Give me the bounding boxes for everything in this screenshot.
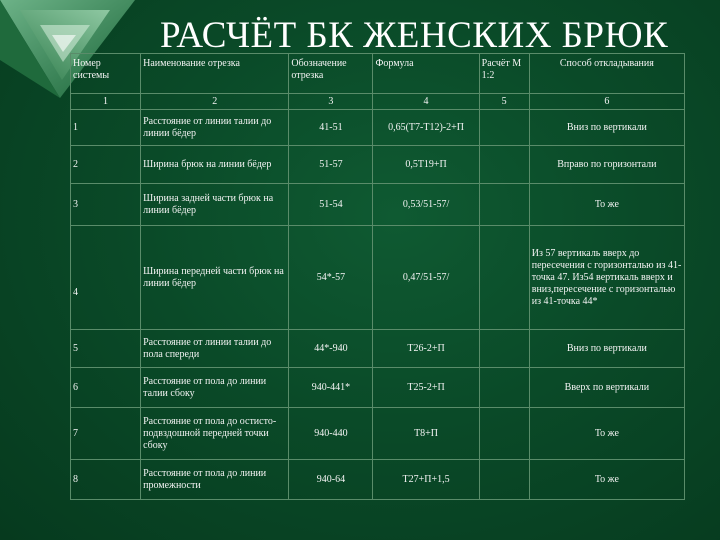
- row-number: 4: [71, 226, 141, 330]
- row-number: 6: [71, 368, 141, 408]
- method: Вниз по вертикали: [529, 330, 684, 368]
- table-header-row: [71, 54, 685, 94]
- formula: Т27+П+1,5: [373, 460, 479, 500]
- row-number: 5: [71, 330, 141, 368]
- table-row: [71, 184, 685, 226]
- row-number: 7: [71, 408, 141, 460]
- method: Вниз по вертикали: [529, 110, 684, 146]
- segment-name: Расстояние от пола до остисто-подвздошной передней точки сбоку: [141, 408, 289, 460]
- header-calculation: Расчёт М 1:2: [479, 54, 529, 94]
- segment-name: Расстояние от пола до линии промежности: [141, 460, 289, 500]
- calculation: [479, 110, 529, 146]
- method: То же: [529, 184, 684, 226]
- calculation: [479, 330, 529, 368]
- header-method: Способ откладывания: [529, 54, 684, 94]
- formula: Т26-2+П: [373, 330, 479, 368]
- table-row: [71, 146, 685, 184]
- segment-designation: 41-51: [289, 110, 373, 146]
- segment-designation: 51-54: [289, 184, 373, 226]
- column-number: 1: [71, 94, 141, 110]
- calculation: [479, 408, 529, 460]
- segment-name: Ширина задней части брюк на линии бёдер: [141, 184, 289, 226]
- column-number: 6: [529, 94, 684, 110]
- row-number: 3: [71, 184, 141, 226]
- method: Вверх по вертикали: [529, 368, 684, 408]
- header-segment-name: Наименование отрезка: [141, 54, 289, 94]
- page-title: РАСЧЁТ БК ЖЕНСКИХ БРЮК: [160, 15, 669, 56]
- formula: Т8+П: [373, 408, 479, 460]
- column-number: 4: [373, 94, 479, 110]
- calculation: [479, 226, 529, 330]
- table-row: [71, 368, 685, 408]
- row-number: 8: [71, 460, 141, 500]
- segment-name: Ширина брюк на линии бёдер: [141, 146, 289, 184]
- row-number: 1: [71, 110, 141, 146]
- column-number-row: [71, 94, 685, 110]
- formula: 0,65(Т7-Т12)-2+П: [373, 110, 479, 146]
- segment-name: Расстояние от пола до линии талии сбоку: [141, 368, 289, 408]
- formula: 0,47/51-57/: [373, 226, 479, 330]
- segment-designation: 54*-57: [289, 226, 373, 330]
- calculation: [479, 460, 529, 500]
- table-row: [71, 110, 685, 146]
- header-formula: Формула: [373, 54, 479, 94]
- method: Вправо по горизонтали: [529, 146, 684, 184]
- table-row: [71, 408, 685, 460]
- table-row: [71, 226, 685, 330]
- calculation: [479, 368, 529, 408]
- segment-name: Расстояние от линии талии до линии бёдер: [141, 110, 289, 146]
- segment-designation: 44*-940: [289, 330, 373, 368]
- segment-designation: 51-57: [289, 146, 373, 184]
- segment-name: Расстояние от линии талии до пола спереди: [141, 330, 289, 368]
- column-number: 2: [141, 94, 289, 110]
- formula: 0,53/51-57/: [373, 184, 479, 226]
- calculation: [479, 184, 529, 226]
- formula: Т25-2+П: [373, 368, 479, 408]
- column-number: 5: [479, 94, 529, 110]
- table-row: [71, 460, 685, 500]
- calculation: [479, 146, 529, 184]
- segment-designation: 940-440: [289, 408, 373, 460]
- segment-name: Ширина передней части брюк на линии бёдер: [141, 226, 289, 330]
- segment-designation: 940-441*: [289, 368, 373, 408]
- header-segment-designation: Обозначение отрезка: [289, 54, 373, 94]
- row-number: 2: [71, 146, 141, 184]
- table-row: [71, 330, 685, 368]
- formula: 0,5Т19+П: [373, 146, 479, 184]
- segment-designation: 940-64: [289, 460, 373, 500]
- calculation-table: [70, 53, 685, 500]
- method: Из 57 вертикаль вверх до пересечения с горизонталью из 41-точка 47. Из54 вертикаль вверх и вниз,пересечение с горизонталью из 41-точка 44*: [529, 226, 684, 330]
- header-system-number: Номер системы: [71, 54, 141, 94]
- column-number: 3: [289, 94, 373, 110]
- method: То же: [529, 408, 684, 460]
- method: То же: [529, 460, 684, 500]
